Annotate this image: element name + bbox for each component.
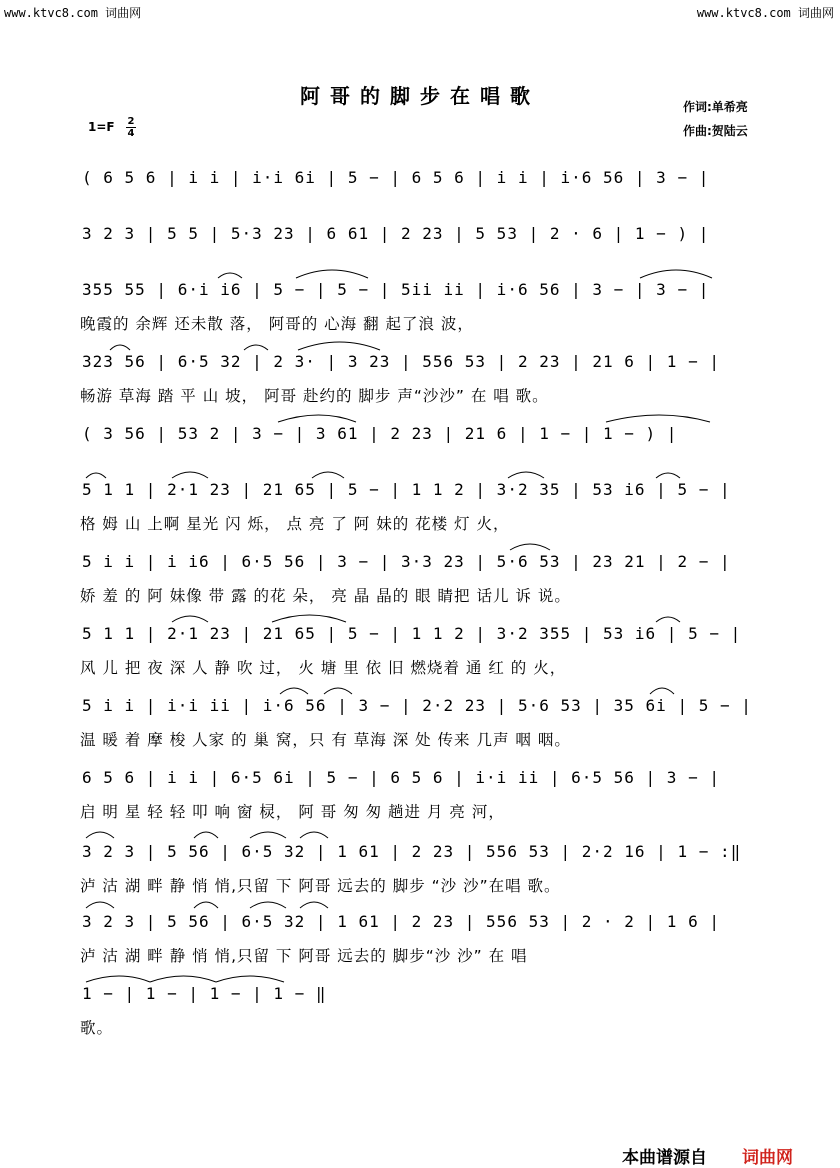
- meter-top: 2: [127, 116, 135, 127]
- notation-row: ( 6 5 6 | i i | i·i 6i | 5 − | 6 5 6 | i i | i·6 56 | 3 − |: [82, 168, 710, 187]
- notation-row: 5 1 1 | 2·1 23 | 21 65 | 5 − | 1 1 2 | 3·2 35 | 53 i6 | 5 − |: [82, 480, 731, 499]
- composer-credit: 作曲:贺陆云: [683, 124, 748, 138]
- lyric-row: 温 暖 着 摩 梭 人家 的 巢 窝，只 有 草海 深 处 传来 几声 咽 咽。: [80, 731, 571, 749]
- lyric-row: 歌。: [80, 1019, 114, 1037]
- key-signature: 1=F: [88, 120, 115, 134]
- notation-row: 323 56 | 6·5 32 | 2 3· | 3 23 | 556 53 | 2 23 | 21 6 | 1 − |: [82, 352, 720, 371]
- watermark-right: www.ktvc8.com 词曲网: [696, 6, 834, 20]
- lyric-row: 晚霞的 余辉 还未散 落， 阿哥的 心海 翻 起了浪 波，: [80, 315, 474, 333]
- time-signature: [126, 116, 136, 139]
- notation-row: 5 i i | i·i ii | i·6 56 | 3 − | 2·2 23 | 5·6 53 | 35 6i | 5 − |: [82, 696, 752, 715]
- lyric-row: 泸 沽 湖 畔 静 悄 悄,只留 下 阿哥 远去的 脚步 “沙 沙”在唱 歌。: [80, 877, 561, 895]
- lyricist-credit: 作词:单希亮: [683, 100, 748, 114]
- lyric-row: 娇 羞 的 阿 妹像 带 露 的花 朵， 亮 晶 晶的 眼 睛把 话儿 诉 说。: [80, 587, 571, 605]
- notation-row: 5 1 1 | 2·1 23 | 21 65 | 5 − | 1 1 2 | 3·2 355 | 53 i6 | 5 − |: [82, 624, 742, 643]
- notation-row: 1 − | 1 − | 1 − | 1 − ‖: [82, 984, 327, 1003]
- notation-row: 355 55 | 6·i i6 | 5 − | 5 − | 5ii ii | i·6 56 | 3 − | 3 − |: [82, 280, 710, 299]
- notation-row: 5 i i | i i6 | 6·5 56 | 3 − | 3·3 23 | 5·6 53 | 23 21 | 2 − |: [82, 552, 731, 571]
- meter-bottom: 4: [127, 128, 135, 139]
- notation-row: 3 2 3 | 5 5 | 5·3 23 | 6 61 | 2 23 | 5 53 | 2 · 6 | 1 − ) |: [82, 224, 710, 243]
- lyric-row: 畅游 草海 踏 平 山 坡， 阿哥 赴约的 脚步 声“沙沙” 在 唱 歌。: [80, 387, 549, 405]
- song-title: 阿哥的脚步在唱歌: [300, 84, 540, 108]
- source-note: 本曲谱源自: [622, 1148, 707, 1168]
- notation-row: ( 3 56 | 53 2 | 3 − | 3 61 | 2 23 | 21 6 | 1 − | 1 − ) |: [82, 424, 678, 443]
- notation-row: 3 2 3 | 5 56 | 6·5 32 | 1 61 | 2 23 | 556 53 | 2·2 16 | 1 − :‖: [82, 842, 742, 861]
- lyric-row: 启 明 星 轻 轻 叩 响 窗 棂， 阿 哥 匆 匆 趟进 月 亮 河，: [80, 803, 505, 821]
- source-site: 词曲网: [742, 1148, 793, 1168]
- notation-row: 3 2 3 | 5 56 | 6·5 32 | 1 61 | 2 23 | 556 53 | 2 · 2 | 1 6 |: [82, 912, 720, 931]
- notation-row: 6 5 6 | i i | 6·5 6i | 5 − | 6 5 6 | i·i ii | 6·5 56 | 3 − |: [82, 768, 720, 787]
- watermark-left: www.ktvc8.com 词曲网: [4, 6, 142, 20]
- lyric-row: 格 姆 山 上啊 星光 闪 烁， 点 亮 了 阿 妹的 花楼 灯 火，: [80, 515, 510, 533]
- lyric-row: 风 儿 把 夜 深 人 静 吹 过， 火 塘 里 依 旧 燃烧着 通 红 的 火，: [80, 659, 567, 677]
- lyric-row: 泸 沽 湖 畔 静 悄 悄,只留 下 阿哥 远去的 脚步“沙 沙” 在 唱: [80, 947, 528, 965]
